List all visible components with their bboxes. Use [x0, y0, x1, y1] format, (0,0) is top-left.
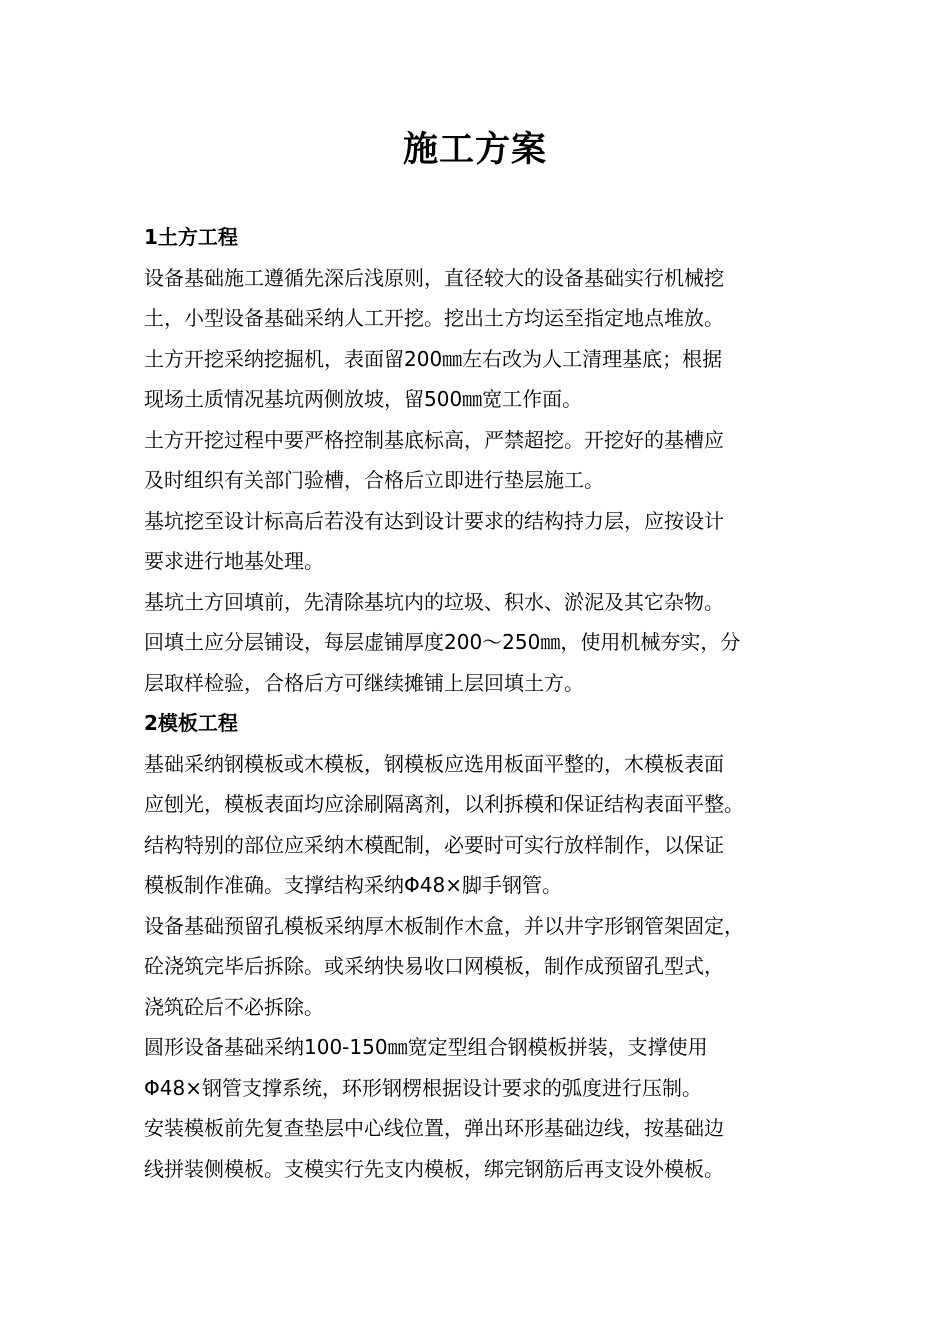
section-heading-formwork: 2模板工程: [144, 711, 238, 735]
text-line: 应刨光，模板表面均应涂刷隔离剂，以利拆模和保证结构表面平整。: [144, 792, 744, 816]
paragraph: [144, 825, 824, 906]
paragraph: [144, 1108, 824, 1189]
text-line: 设备基础施工遵循先深后浅原则，直径较大的设备基础实行机械挖: [144, 265, 724, 290]
paragraph: [144, 420, 824, 501]
text-line: 土，小型设备基础采纳人工开挖。挖出土方均运至指定地点堆放。: [144, 306, 724, 330]
paragraph: [144, 339, 824, 420]
text-line: 圆形设备基础采纳100-150㎜宽定型组合钢模板拼装，支撑使用: [144, 1035, 708, 1059]
text-line: 结构特别的部位应采纳木模配制，必要时可实行放样制作，以保证: [144, 832, 724, 857]
text-line: 基坑土方回填前，先清除基坑内的垃圾、积水、淤泥及其它杂物。: [144, 589, 724, 614]
text-line: 及时组织有关部门验槽，合格后立即进行垫层施工。: [144, 468, 604, 492]
text-line: 设备基础预留孔模板采纳厚木板制作木盒，并以井字形钢管架固定，: [144, 913, 744, 938]
paragraph: [144, 582, 824, 623]
section-heading-earthwork: 1土方工程: [144, 225, 238, 249]
paragraph: [144, 744, 824, 825]
text-line: 安装模板前先复查垫层中心线位置，弹出环形基础边线，按基础边: [144, 1116, 724, 1140]
text-line: 模板制作准确。支撑结构采纳Φ48×脚手钢管。: [144, 873, 562, 897]
text-line: 现场土质情况基坑两侧放坡，留500㎜宽工作面。: [144, 387, 583, 411]
document-title: 施工方案: [402, 129, 547, 170]
text-line: 线拼装侧模板。支模实行先支内模板，绑完钢筋后再支设外模板。: [144, 1156, 724, 1181]
text-line: 基础采纳钢模板或木模板，钢模板应选用板面平整的，木模板表面: [144, 751, 724, 776]
document-body: [144, 217, 824, 1189]
text-line: 基坑挖至设计标高后若没有达到设计要求的结构持力层，应按设计: [144, 508, 724, 533]
text-line: 要求进行地基处理。: [144, 549, 324, 573]
paragraph: [144, 906, 824, 1028]
paragraph: [144, 501, 824, 582]
text-line: 土方开挖采纳挖掘机，表面留200㎜左右改为人工清理基底；根据: [144, 346, 723, 371]
text-line: 土方开挖过程中要严格控制基底标高，严禁超挖。开挖好的基槽应: [144, 427, 724, 452]
paragraph: [144, 258, 824, 339]
text-line: Φ48×钢管支撑系统，环形钢楞根据设计要求的弧度进行压制。: [144, 1075, 702, 1100]
text-line: 砼浇筑完毕后拆除。或采纳快易收口网模板，制作成预留孔型式，: [144, 954, 724, 978]
paragraph: [144, 1027, 824, 1108]
text-line: 浇筑砼后不必拆除。: [144, 994, 324, 1019]
text-line: 回填土应分层铺设，每层虚铺厚度200～250㎜，使用机械夯实，分: [144, 630, 741, 654]
text-line: 层取样检验，合格后方可继续摊铺上层回填土方。: [144, 670, 584, 695]
paragraph: [144, 622, 824, 703]
